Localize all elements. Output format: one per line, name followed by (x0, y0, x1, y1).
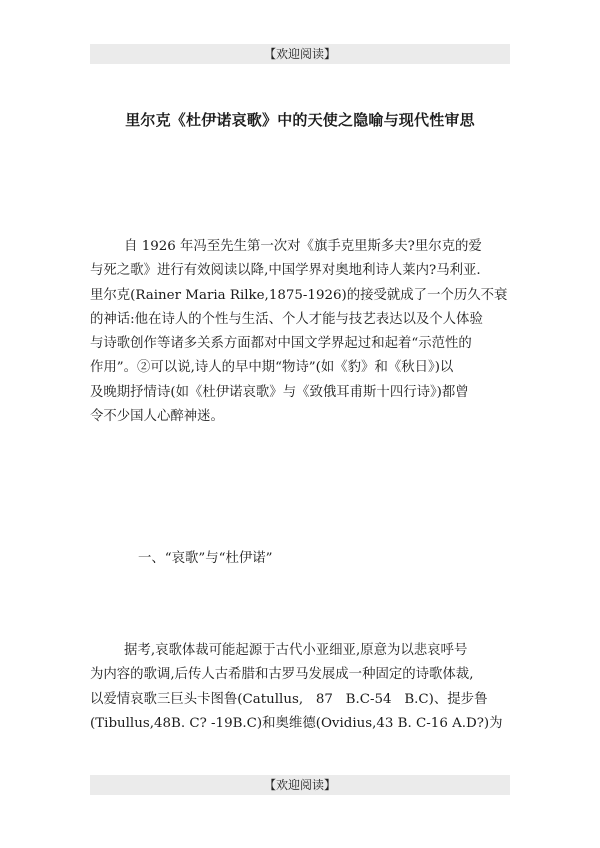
document-title: 里尔克《杜伊诺哀歌》中的天使之隐喻与现代性审思 (125, 111, 475, 129)
paragraph-line: 的神话:他在诗人的个性与生活、个人才能与技艺表达以及个人体验 (90, 311, 483, 327)
paragraph-line: 以爱情哀歌三巨头卡图鲁(Catullus, 87 B.C-54 B.C)、提步鲁 (90, 691, 488, 707)
section-heading: 一、“哀歌”与“杜伊诺” (138, 551, 273, 566)
paragraph-line: 据考,哀歌体裁可能起源于古代小亚细亚,原意为以悲哀呼号 (90, 643, 468, 658)
paragraph-line: 为内容的歌调,后传人古希腊和古罗马发展成一种固定的诗歌体裁, (90, 667, 474, 683)
paragraph-line: 里尔克(Rainer Maria Rilke,1875-1926)的接受就成了一个历久不衰 (90, 287, 508, 303)
paragraph-line: 及晚期抒情诗(如《杜伊诺哀歌》与《致俄耳甫斯十四行诗》)都曾 (90, 384, 469, 400)
paragraph-line: 令不少国人心醉神迷。 (90, 409, 224, 425)
paragraph-line: 自 1926 年冯至先生第一次对《旗手克里斯多夫?里尔克的爱 (90, 239, 482, 254)
paragraph-1 (90, 235, 520, 429)
paragraph-line: 与诗歌创作等诸多关系方面都对中国文学界起过和起着“示范性的 (90, 336, 472, 352)
paragraph-line: 作用”。②可以说,诗人的早中期“物诗”(如《豹》和《秋日》)以 (90, 360, 454, 376)
footer-banner: 【欢迎阅读】 (90, 775, 510, 795)
paragraph-line: (Tibullus,48B. C? -19B.C)和奥维德(Ovidius,43 B. C-16 A.D?)为 (90, 715, 503, 731)
header-banner: 【欢迎阅读】 (90, 44, 510, 64)
paragraph-line: 与死之歌》进行有效阅读以降,中国学界对奥地利诗人莱内?马利亚. (90, 263, 481, 279)
paragraph-2 (90, 639, 520, 736)
